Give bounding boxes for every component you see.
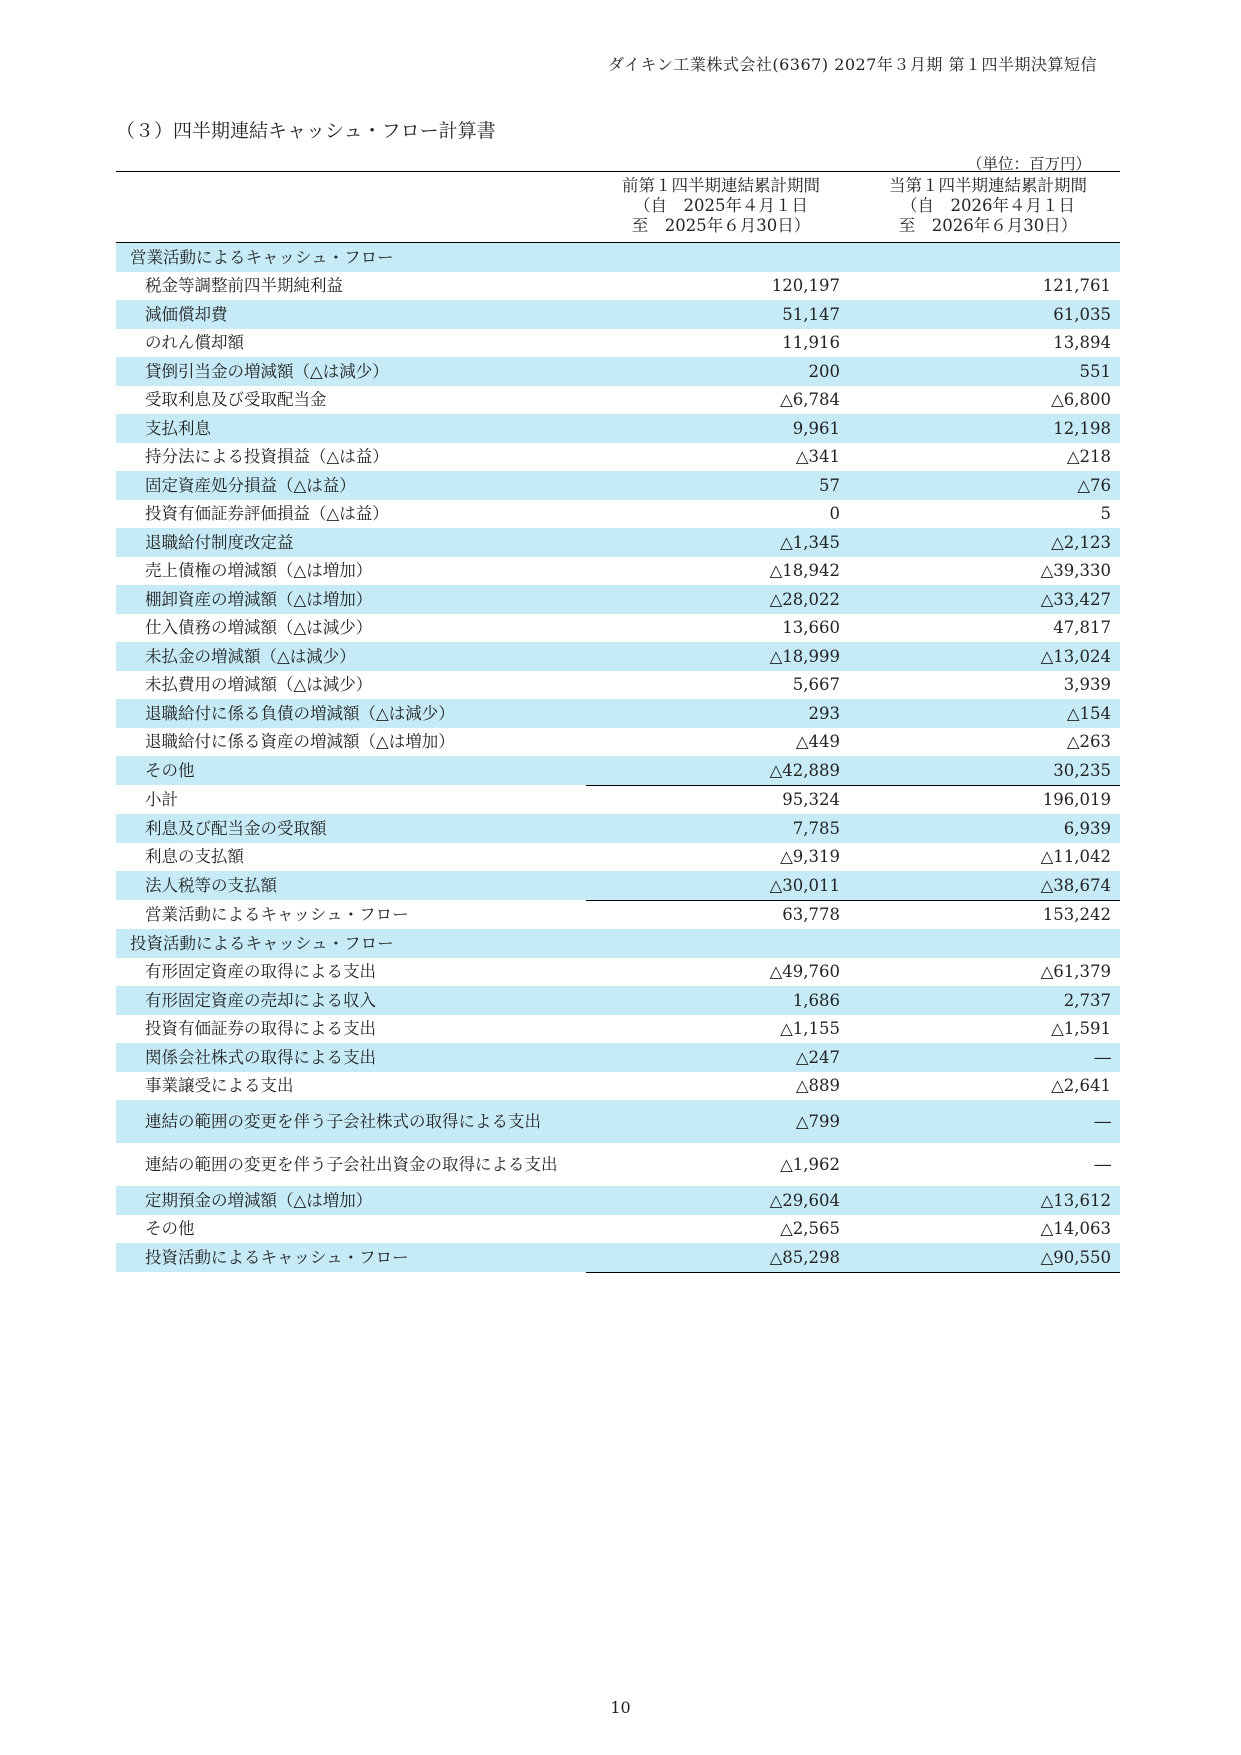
cur-period-value: 6,939	[856, 814, 1120, 843]
row-label-text: 未払費用の増減額（△は減少）	[145, 675, 373, 695]
prev-period-value: △18,942	[769, 561, 840, 581]
prev-period-value	[586, 929, 856, 958]
page-number: 10	[610, 1698, 631, 1717]
cur-period-value: 551	[856, 357, 1120, 386]
cur-period-value: △14,063	[1040, 1219, 1111, 1239]
row-label-text: 投資活動によるキャッシュ・フロー	[145, 1248, 409, 1267]
cur-period-value: △61,379	[1040, 962, 1111, 982]
row-label	[116, 272, 586, 301]
row-label	[116, 414, 586, 443]
section-heading-row	[116, 243, 1120, 272]
cur-period-value: 13,894	[1053, 333, 1111, 353]
table-row	[116, 1072, 1120, 1101]
table-row	[116, 1143, 1120, 1186]
prev-period-value: △42,889	[586, 756, 856, 785]
prev-period-value: 0	[829, 504, 840, 524]
section-heading-row	[116, 929, 1120, 958]
row-label-text: 支払利息	[145, 418, 211, 438]
row-label	[116, 1015, 586, 1044]
row-label	[116, 443, 586, 472]
row-label	[116, 1243, 586, 1272]
unit-note: （単位：百万円）	[966, 155, 1091, 173]
row-label	[116, 1143, 586, 1186]
prev-period-value: △1,962	[780, 1155, 840, 1174]
cur-period-value: ―	[856, 1100, 1120, 1143]
prev-period-from: （自 2025年４月１日	[634, 196, 808, 215]
prev-period-value: 13,660	[782, 618, 840, 638]
cash-flow-table	[116, 171, 1120, 1273]
table-row	[116, 699, 1120, 728]
prev-period-value: △247	[586, 1043, 856, 1072]
cur-period-value: △33,427	[856, 585, 1120, 614]
row-label-text: 有形固定資産の取得による支出	[145, 962, 376, 982]
cur-period-value: 5	[1100, 504, 1111, 524]
prev-period-value: △449	[795, 732, 840, 752]
row-label	[116, 614, 586, 643]
row-label	[116, 642, 586, 671]
row-label	[116, 243, 586, 272]
table-row	[116, 614, 1120, 643]
cur-period-value: 3,939	[1063, 675, 1111, 695]
table-row	[116, 272, 1120, 301]
prev-period-value: 95,324	[782, 790, 840, 810]
row-label-text: 売上債権の増減額（△は増加）	[145, 561, 373, 581]
prev-period-value: △1,155	[780, 1019, 840, 1039]
table-row	[116, 1100, 1120, 1143]
table-row	[116, 1243, 1120, 1272]
cur-period-value: 12,198	[856, 414, 1120, 443]
row-label-text: 利息及び配当金の受取額	[145, 818, 327, 838]
prev-period-value: 63,778	[782, 905, 840, 925]
table-row	[116, 785, 1120, 814]
cur-period-value: △11,042	[1040, 847, 1111, 867]
row-label	[116, 728, 586, 757]
table-row	[116, 329, 1120, 358]
row-label	[116, 585, 586, 614]
row-label-text: 営業活動によるキャッシュ・フロー	[145, 905, 409, 924]
document-header	[608, 52, 1097, 75]
row-label-text: 貸倒引当金の増減額（△は減少）	[145, 361, 389, 381]
table-row	[116, 843, 1120, 872]
row-label	[116, 671, 586, 700]
prev-period-value	[586, 243, 856, 272]
table-row	[116, 814, 1120, 843]
row-label	[116, 300, 586, 329]
table-row	[116, 500, 1120, 529]
table-row	[116, 958, 1120, 987]
row-label-text: 小計	[145, 790, 178, 809]
cur-period-value: △2,641	[1051, 1076, 1111, 1096]
row-label-text: 税金等調整前四半期純利益	[145, 276, 343, 296]
row-label-text: 仕入債務の増減額（△は減少）	[145, 618, 373, 638]
row-label	[116, 471, 586, 500]
prev-period-value: △49,760	[769, 962, 840, 982]
row-label	[116, 1215, 586, 1244]
row-label-text: 未払金の増減額（△は減少）	[145, 646, 356, 666]
cur-period-value: 47,817	[1053, 618, 1111, 638]
prev-period-to: 至 2025年６月30日）	[631, 216, 811, 235]
row-label-text: 投資活動によるキャッシュ・フロー	[130, 933, 394, 953]
label-column-header	[116, 172, 586, 243]
table-row	[116, 1186, 1120, 1215]
prev-period-value: 9,961	[586, 414, 856, 443]
table-row	[116, 1215, 1120, 1244]
row-label	[116, 814, 586, 843]
row-label-text: その他	[145, 1219, 195, 1239]
prev-period-value: △30,011	[586, 871, 856, 900]
row-label	[116, 386, 586, 415]
prev-period-value: △28,022	[586, 585, 856, 614]
cur-period-value: △13,024	[856, 642, 1120, 671]
prev-period-value: 1,686	[586, 986, 856, 1015]
row-label-text: 連結の範囲の変更を伴う子会社出資金の取得による支出	[145, 1155, 558, 1174]
table-row	[116, 471, 1120, 500]
row-label	[116, 871, 586, 900]
cur-period-value	[856, 243, 1120, 272]
table-row	[116, 671, 1120, 700]
cur-period-value: 2,737	[856, 986, 1120, 1015]
table-row	[116, 642, 1120, 671]
report-period: 2027年３月期 第１四半期決算短信	[834, 55, 1097, 74]
prev-period-value: 293	[586, 699, 856, 728]
prev-period-value: △9,319	[780, 847, 840, 867]
prev-period-column-header	[586, 172, 856, 243]
cur-period-value: △263	[1066, 732, 1111, 752]
prev-period-value: △18,999	[586, 642, 856, 671]
cur-period-value: △154	[856, 699, 1120, 728]
prev-period-value: △799	[586, 1100, 856, 1143]
row-label-text: 退職給付制度改定益	[145, 532, 294, 552]
cur-period-value: ―	[856, 1043, 1120, 1072]
row-label-text: 定期預金の増減額（△は増加）	[145, 1190, 373, 1210]
row-label-text: 営業活動によるキャッシュ・フロー	[130, 247, 394, 267]
table-row	[116, 1043, 1120, 1072]
table-row	[116, 728, 1120, 757]
prev-period-value: △1,345	[586, 528, 856, 557]
row-label	[116, 900, 586, 929]
cur-period-title: 当第１四半期連結累計期間	[889, 176, 1087, 195]
prev-period-value: △29,604	[586, 1186, 856, 1215]
table-row	[116, 386, 1120, 415]
cur-period-to: 至 2026年６月30日）	[898, 216, 1078, 235]
row-label-text: 退職給付に係る負債の増減額（△は減少）	[145, 703, 455, 723]
row-label-text: 関係会社株式の取得による支出	[145, 1047, 376, 1067]
table-row	[116, 300, 1120, 329]
row-label-text: のれん償却額	[145, 333, 244, 353]
cur-period-value: 30,235	[856, 756, 1120, 785]
row-label-text: 利息の支払額	[145, 847, 244, 867]
row-label-text: 連結の範囲の変更を伴う子会社株式の取得による支出	[145, 1112, 541, 1131]
table-row	[116, 443, 1120, 472]
row-label	[116, 329, 586, 358]
row-label	[116, 557, 586, 586]
table-body	[116, 243, 1120, 1273]
table-row	[116, 585, 1120, 614]
table-row	[116, 871, 1120, 900]
cur-period-value: 121,761	[1042, 276, 1111, 296]
prev-period-value: △341	[795, 447, 840, 467]
table-row	[116, 986, 1120, 1015]
row-label	[116, 843, 586, 872]
cur-period-value: 196,019	[1042, 790, 1111, 810]
row-label	[116, 958, 586, 987]
row-label-text: 投資有価証券評価損益（△は益）	[145, 504, 389, 524]
row-label	[116, 785, 586, 814]
prev-period-value: △889	[795, 1076, 840, 1096]
cur-period-value: △39,330	[1040, 561, 1111, 581]
row-label	[116, 1186, 586, 1215]
prev-period-value: 5,667	[792, 675, 840, 695]
table-row	[116, 414, 1120, 443]
prev-period-value: 11,916	[782, 333, 840, 353]
cur-period-value: △218	[1066, 447, 1111, 467]
prev-period-value: △85,298	[586, 1243, 856, 1272]
prev-period-value: 200	[586, 357, 856, 386]
row-label-text: 持分法による投資損益（△は益）	[145, 447, 389, 467]
table-row	[116, 756, 1120, 785]
cur-period-value: △2,123	[856, 528, 1120, 557]
cur-period-value: △76	[856, 471, 1120, 500]
prev-period-value: 7,785	[586, 814, 856, 843]
row-label-text: 受取利息及び受取配当金	[145, 390, 327, 410]
row-label	[116, 1072, 586, 1101]
cur-period-column-header	[856, 172, 1120, 243]
prev-period-value: 57	[586, 471, 856, 500]
cur-period-value: △1,591	[1051, 1019, 1111, 1039]
row-label	[116, 756, 586, 785]
row-label-text: 減価償却費	[145, 304, 228, 324]
table-header-row	[116, 172, 1120, 243]
row-label-text: 事業譲受による支出	[145, 1076, 294, 1096]
row-label	[116, 1100, 586, 1143]
table-row	[116, 557, 1120, 586]
row-label	[116, 1043, 586, 1072]
row-label	[116, 357, 586, 386]
table-row	[116, 900, 1120, 929]
row-label-text: 投資有価証券の取得による支出	[145, 1019, 376, 1039]
row-label	[116, 929, 586, 958]
table-row	[116, 357, 1120, 386]
cur-period-value: 61,035	[856, 300, 1120, 329]
row-label-text: 退職給付に係る資産の増減額（△は増加）	[145, 732, 455, 752]
prev-period-title: 前第１四半期連結累計期間	[622, 176, 820, 195]
row-label	[116, 528, 586, 557]
cur-period-value: △90,550	[856, 1243, 1120, 1272]
row-label-text: 固定資産処分損益（△は益）	[145, 475, 356, 495]
cur-period-value: △38,674	[856, 871, 1120, 900]
cur-period-value: 153,242	[1042, 905, 1111, 925]
cur-period-value: △6,800	[1051, 390, 1111, 410]
row-label-text: 棚卸資産の増減額（△は増加）	[145, 589, 373, 609]
cur-period-value: △13,612	[856, 1186, 1120, 1215]
prev-period-value: 120,197	[771, 276, 840, 296]
prev-period-value: △6,784	[780, 390, 840, 410]
section-title: （３）四半期連結キャッシュ・フロー計算書	[116, 120, 496, 142]
company-name: ダイキン工業株式会社(6367)	[607, 55, 829, 74]
row-label-text: 法人税等の支払額	[145, 876, 277, 895]
cur-period-value	[856, 929, 1120, 958]
cur-period-value: ―	[1094, 1155, 1111, 1174]
table-row	[116, 528, 1120, 557]
row-label-text: その他	[145, 761, 195, 780]
prev-period-value: △2,565	[780, 1219, 840, 1239]
cur-period-from: （自 2026年４月１日	[901, 196, 1075, 215]
row-label	[116, 986, 586, 1015]
row-label-text: 有形固定資産の売却による収入	[145, 990, 376, 1010]
row-label	[116, 500, 586, 529]
table-row	[116, 1015, 1120, 1044]
prev-period-value: 51,147	[586, 300, 856, 329]
row-label	[116, 699, 586, 728]
